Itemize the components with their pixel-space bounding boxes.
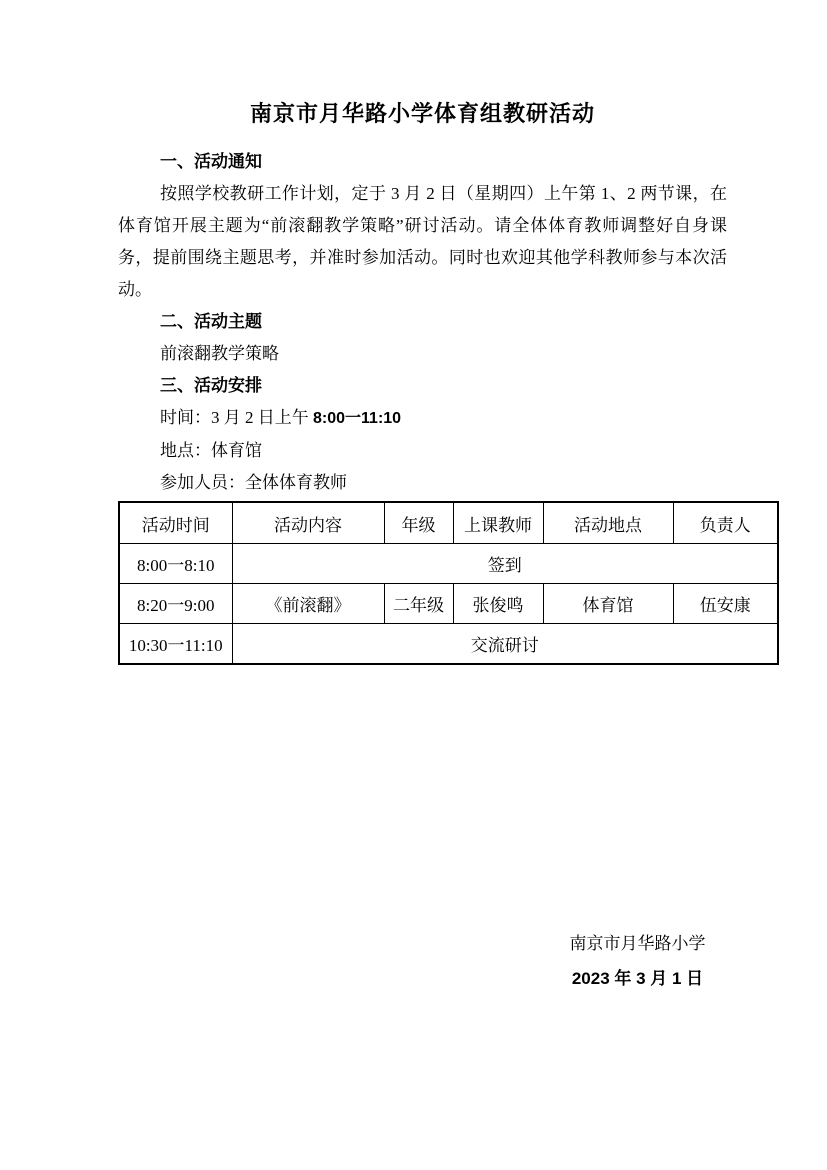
document-body	[118, 96, 751, 665]
cell-place: 体育馆	[543, 584, 673, 624]
signature-date: 2023 年 3 月 1 日	[571, 969, 704, 988]
cell-time: 10:30一11:10	[119, 624, 232, 665]
header-cell-content: 活动内容	[232, 502, 384, 544]
cell-time: 8:20一9:00	[119, 584, 232, 624]
schedule-participants: 参加人员：全体体育教师	[160, 473, 347, 492]
table-row-signin	[119, 544, 778, 584]
cell-grade: 二年级	[384, 584, 453, 624]
activity-table	[118, 501, 779, 665]
section-heading-schedule: 三、活动安排	[160, 376, 262, 395]
header-cell-grade: 年级	[384, 502, 453, 544]
table-header-row	[119, 502, 778, 544]
cell-merged-signin: 签到	[232, 544, 778, 584]
cell-content: 《前滚翻》	[232, 584, 384, 624]
table-row-lesson	[119, 584, 778, 624]
cell-teacher: 张俊鸣	[453, 584, 543, 624]
schedule-time-label: 时间：3 月 2 日上午	[160, 408, 313, 427]
document-title: 南京市月华路小学体育组教研活动	[249, 101, 595, 126]
header-cell-teacher: 上课教师	[453, 502, 543, 544]
cell-time: 8:00一8:10	[119, 544, 232, 584]
cell-merged-discussion: 交流研讨	[232, 624, 778, 665]
schedule-time	[118, 402, 727, 435]
section-heading-theme: 二、活动主题	[160, 312, 262, 331]
cell-leader: 伍安康	[673, 584, 778, 624]
section-heading-notice: 一、活动通知	[160, 152, 262, 171]
schedule-time-value: 8:00一11:10	[313, 410, 402, 427]
signature-block	[490, 926, 785, 996]
schedule-location: 地点：体育馆	[160, 441, 262, 460]
theme-text: 前滚翻教学策略	[160, 344, 279, 363]
header-cell-place: 活动地点	[543, 502, 673, 544]
notice-paragraph: 按照学校教研工作计划，定于 3 月 2 日（星期四）上午第 1、2 两节课，在体育馆开展主题为“前滚翻教学策略”研讨活动。请全体体育教师调整好自身课务，提前围绕主题思考，并准时参加活动。同时也欢迎其他学科教师参与本次活动。	[118, 184, 727, 299]
signature-organization: 南京市月华路小学	[569, 934, 706, 953]
header-cell-leader: 负责人	[673, 502, 778, 544]
header-cell-time: 活动时间	[119, 502, 232, 544]
table-row-discussion	[119, 624, 778, 665]
